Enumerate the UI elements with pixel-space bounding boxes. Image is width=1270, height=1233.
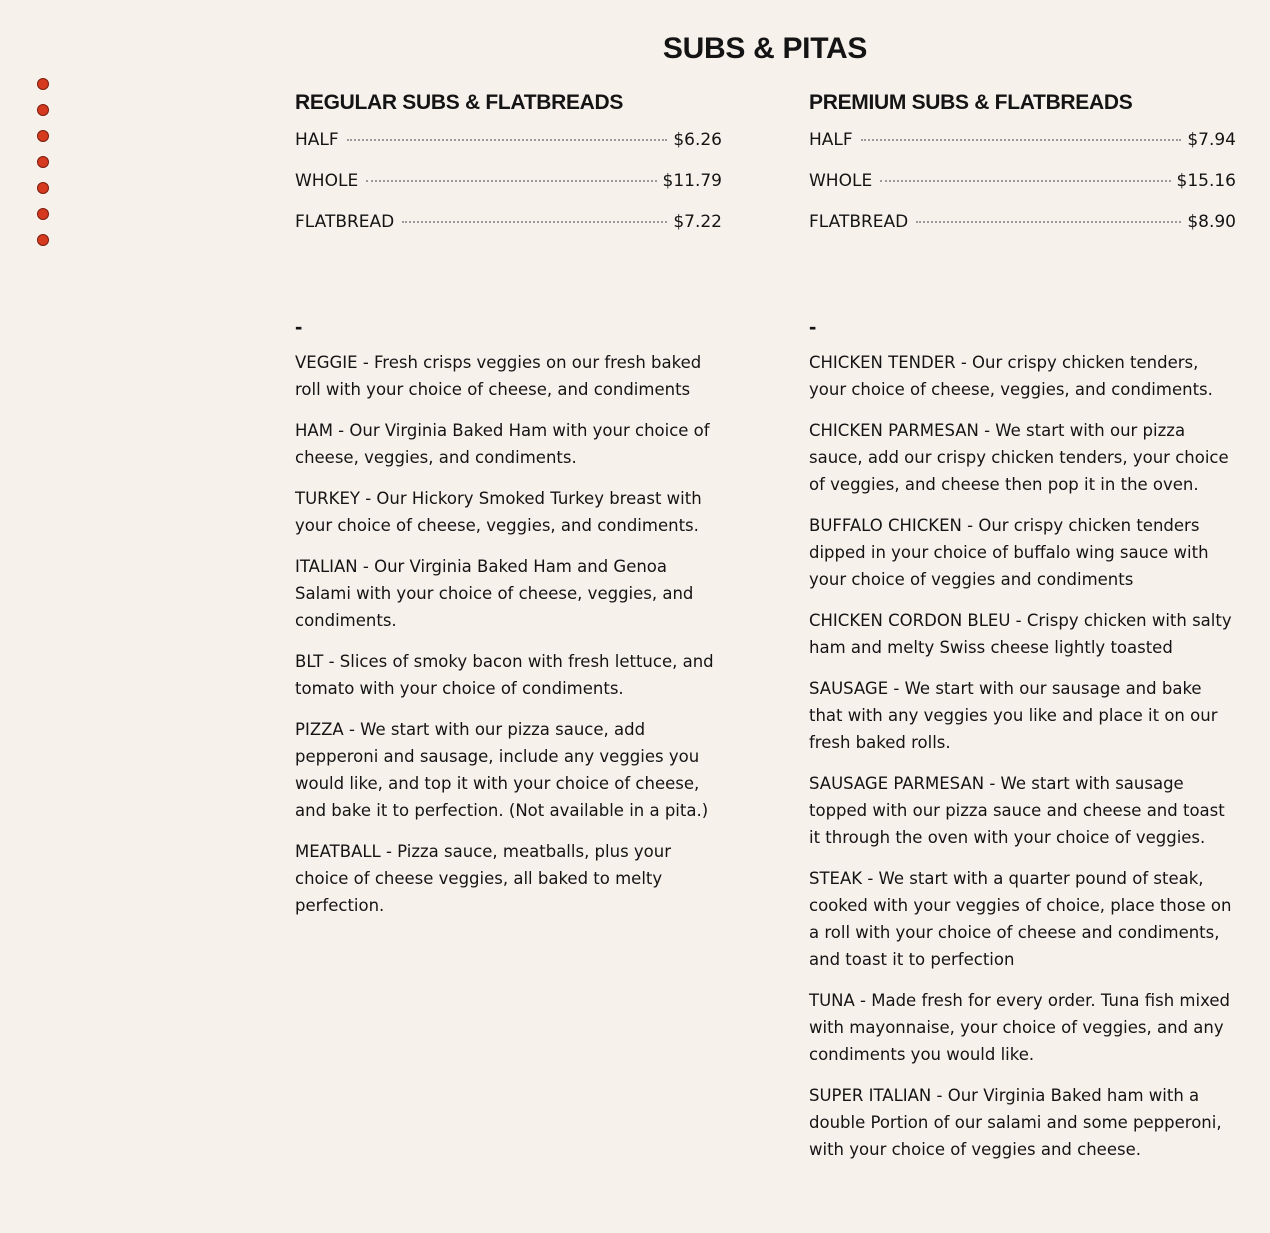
menu-item-chicken-tender: CHICKEN TENDER - Our crispy chicken tenders, your choice of cheese, veggies, and condiments.	[809, 353, 1213, 399]
menu-item-italian: ITALIAN - Our Virginia Baked Ham and Genoa Salami with your choice of cheese, veggies, and condiments.	[295, 557, 694, 630]
nav-dot-4[interactable]	[37, 156, 49, 168]
price-value: $7.94	[1187, 130, 1236, 150]
regular-subs-section	[295, 88, 722, 933]
menu-item-turkey: TURKEY - Our Hickory Smoked Turkey breast with your choice of cheese, veggies, and condiments.	[295, 489, 702, 535]
dotted-leader	[916, 221, 1181, 223]
menu-item-tuna: TUNA - Made fresh for every order. Tuna fish mixed with mayonnaise, your choice of veggies, and any condiments you would like.	[809, 991, 1230, 1064]
price-value: $8.90	[1187, 212, 1236, 232]
price-value: $11.79	[662, 171, 722, 191]
price-row-whole	[295, 171, 722, 212]
menu-item-ham: HAM - Our Virginia Baked Ham with your choice of cheese, veggies, and condiments.	[295, 421, 710, 467]
nav-dot-2[interactable]	[37, 104, 49, 116]
price-row-whole	[809, 171, 1236, 212]
page-title: SUBS & PITAS	[662, 32, 868, 65]
menu-item-veggie: VEGGIE - Fresh crisps veggies on our fresh baked roll with your choice of cheese, and condiments	[295, 353, 702, 399]
premium-subs-heading: PREMIUM SUBS & FLATBREADS	[809, 91, 1133, 114]
regular-price-list	[295, 130, 722, 253]
premium-subs-section	[809, 88, 1236, 1177]
price-label: HALF	[809, 130, 853, 150]
nav-dot-5[interactable]	[37, 182, 49, 194]
menu-item-blt: BLT - Slices of smoky bacon with fresh lettuce, and tomato with your choice of condiments.	[295, 652, 714, 698]
dotted-leader	[861, 139, 1182, 141]
menu-item-sausage-parmesan: SAUSAGE PARMESAN - We start with sausage topped with our pizza sauce and cheese and toast it through the oven with your choice of veggies.	[809, 774, 1225, 847]
price-label: FLATBREAD	[809, 212, 909, 232]
nav-dot-7[interactable]	[37, 234, 49, 246]
dotted-leader	[880, 180, 1170, 182]
menu-item-sausage: SAUSAGE - We start with our sausage and bake that with any veggies you like and place it on our fresh baked rolls.	[809, 679, 1218, 752]
menu-item-steak: STEAK - We start with a quarter pound of steak, cooked with your veggies of choice, place those on a roll with your choice of cheese and condiments, and toast it to perfection	[809, 869, 1232, 969]
premium-price-list	[809, 130, 1236, 253]
menu-item-buffalo-chicken: BUFFALO CHICKEN - Our crispy chicken tenders dipped in your choice of buffalo wing sauce with your choice of veggies and condiments	[809, 516, 1209, 589]
price-row-half	[809, 130, 1236, 171]
menu-item-chicken-cordon-bleu: CHICKEN CORDON BLEU - Crispy chicken with salty ham and melty Swiss cheese lightly toasted	[809, 611, 1232, 657]
premium-item-list	[809, 349, 1236, 1163]
price-value: $6.26	[673, 130, 722, 150]
menu-item-super-italian: SUPER ITALIAN - Our Virginia Baked ham with a double Portion of our salami and some pepperoni, with your choice of veggies and cheese.	[809, 1086, 1222, 1159]
nav-dot-3[interactable]	[37, 130, 49, 142]
dotted-leader	[402, 221, 667, 223]
menu-item-chicken-parmesan: CHICKEN PARMESAN - We start with our pizza sauce, add our crispy chicken tenders, your choice of veggies, and cheese then pop it in the oven.	[809, 421, 1229, 494]
price-value: $15.16	[1176, 171, 1236, 191]
regular-item-list	[295, 349, 722, 919]
price-label: WHOLE	[809, 171, 873, 191]
nav-dot-6[interactable]	[37, 208, 49, 220]
nav-dot-1[interactable]	[37, 78, 49, 90]
item-list-divider: -	[295, 314, 303, 339]
price-label: FLATBREAD	[295, 212, 395, 232]
price-row-flatbread	[809, 212, 1236, 253]
price-row-half	[295, 130, 722, 171]
regular-subs-heading: REGULAR SUBS & FLATBREADS	[295, 91, 624, 114]
price-value: $7.22	[673, 212, 722, 232]
item-list-divider: -	[809, 314, 817, 339]
menu-item-pizza: PIZZA - We start with our pizza sauce, add pepperoni and sausage, include any veggies you would like, and top it with your choice of cheese, and bake it to perfection. (Not available in a pita.)	[295, 720, 709, 820]
menu-item-meatball: MEATBALL - Pizza sauce, meatballs, plus your choice of cheese veggies, all baked to melty perfection.	[295, 842, 672, 915]
price-label: WHOLE	[295, 171, 359, 191]
dotted-leader	[366, 180, 656, 182]
price-label: HALF	[295, 130, 339, 150]
dotted-leader	[347, 139, 668, 141]
price-row-flatbread	[295, 212, 722, 253]
section-dot-nav	[37, 78, 49, 260]
